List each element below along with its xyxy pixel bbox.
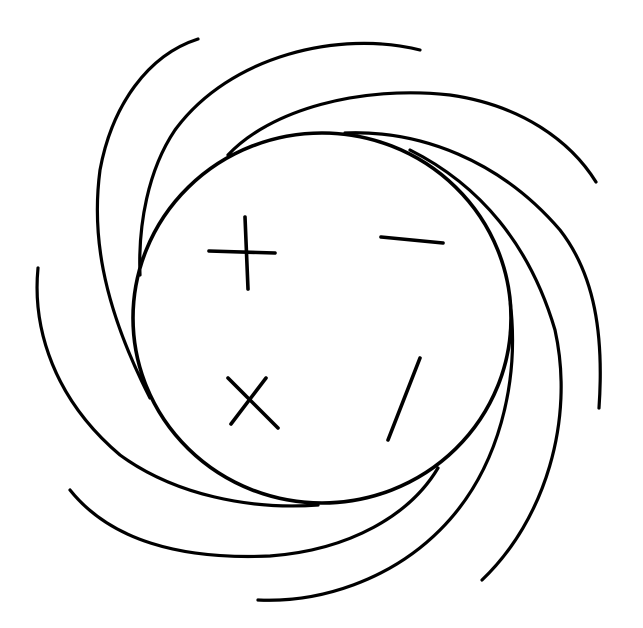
central-circle — [133, 133, 511, 503]
swirl-stroke-top-left — [97, 39, 198, 398]
swirl-stroke-right-lower — [410, 150, 561, 580]
minus-symbol — [381, 237, 443, 243]
plus-symbol — [209, 217, 275, 289]
swirl-stroke-top-inner — [140, 43, 420, 275]
swirl-stroke-left — [37, 268, 318, 506]
divide-symbol — [388, 358, 420, 440]
swirl-stroke-bottom-left — [70, 468, 438, 556]
swirl-strokes — [37, 39, 600, 600]
multiply-symbol — [228, 378, 278, 428]
swirl-stroke-bottom — [258, 300, 512, 600]
